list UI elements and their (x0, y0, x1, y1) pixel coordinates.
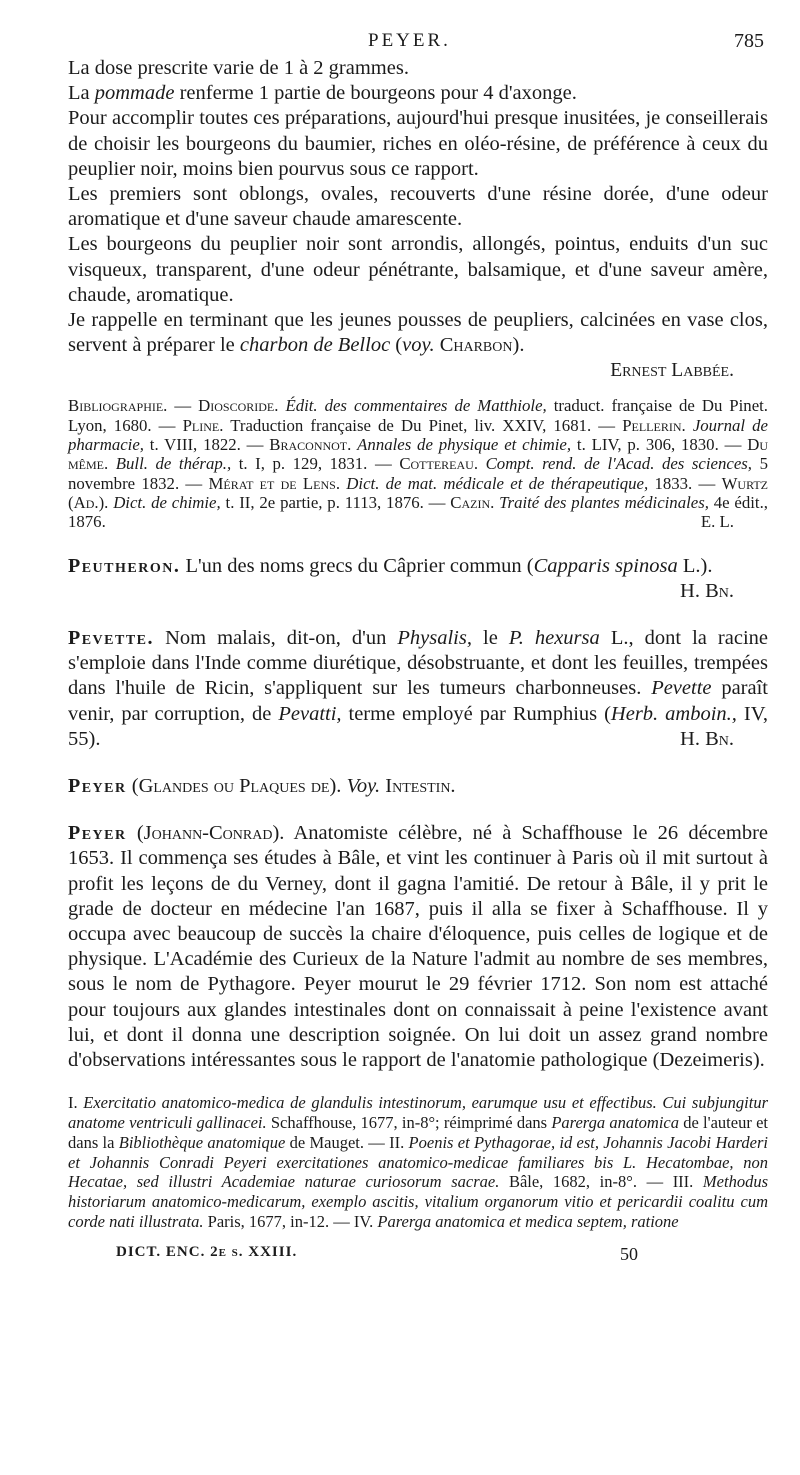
paragraph-dose: La dose prescrite varie de 1 à 2 grammes. (68, 57, 409, 79)
entry-peyer-johann: Peyer (Johann-Conrad). Anatomiste célèbre, né à Schaffhouse le 26 décembre 1653. Il commença ses études à Bâle, et vint les continuer à Paris où il mit surtout à profit les leçons de du Verney, dont il gagna l'amitié. De retour à Bâle, il y prit le grade de docteur en médecine l'an 1687, puis il alla se fixer à Schaffhouse. Il y occupa avec beaucoup de succès la chaire d'éloquence, puis celles de logique et de physique. L'Académie des Curieux de la Nature l'admit au nombre de ses membres, sous le nom de Pythagore. Peyer mourut le 29 février 1712. Son nom est attaché pour toujours aux glandes intestinales dont on connaissait à peine l'existence avant lui, et dont il donna une description soignée. On lui doit un assez grand nombre d'observations intéressantes sous le rapport de l'anatomie pathologique (Dezeimeris). (68, 822, 768, 1071)
signature-hbn-2: H. Bn. (680, 727, 734, 750)
signature-el: E. L. (700, 512, 734, 532)
headword-peyer-glandes: Peyer (68, 774, 127, 797)
page (68, 0, 768, 1276)
cross-ref-charbon: Charbon (439, 334, 513, 357)
entry-peyer-glandes: Peyer (Glandes ou Plaques de). Voy. Intestin. (68, 774, 456, 797)
footnotes-works: I. Exercitatio anatomico-medica de glandulis intestinorum, earumque usu et effectibus. Cui subjungitur anatome ventriculi gallinacei. Schaffhouse, 1677, in-8°; réimprimé dans Parerga anatomica de l'auteur et dans la Bibliothèque anatomique de Mauget. — II. Poenis et Pythagorae, id est, Johannis Jacobi Harderi et Johannis Conradi Peyeri exercitationes anatomico-medicae familiares bis L. Hecatombae, non Hecatae, sed illustri Academiae naturae curiosorum sacrae. Bâle, 1682, in-8°. — III. Methodus historiarum anatomico-medicarum, exemplo ascitis, vitalium organorum vitio et pericardii coalitu cum corde nati illustrata. Paris, 1677, in-12. — IV. Parerga anatomica et medica septem, ratione (68, 1093, 768, 1231)
signature-mark: DICT. ENC. 2e s. XXIII. (116, 1243, 298, 1260)
biblio-label: Bibliographie. (68, 396, 168, 416)
running-header (68, 0, 768, 56)
bibliography: Bibliographie. — Dioscoride. Édit. des commentaires de Matthiole, traduct. française de Du Pinet. Lyon, 1680. — Pline. Traduction française de Du Pinet, liv. XXIV, 1681. — Pellerin. Journal de pharmacie, t. VIII, 1822. — Braconnot. Annales de physique et chimie, t. LIV, p. 306, 1830. — Du même. Bull. de thérap., t. I, p. 129, 1831. — Cottereau. Compt. rend. de l'Acad. des sciences, 5 novembre 1832. — Mérat et de Lens. Dict. de mat. médicale et de thérapeutique, 1833. — Wurtz (Ad.). Dict. de chimie, t. II, 2e partie, p. 1113, 1876. — Cazin. Traité des plantes médicinales, 4e édit., 1876. E. L. (68, 396, 769, 532)
running-title: PEYER. (368, 30, 451, 51)
paragraph-preparations: Pour accomplir toutes ces préparations, aujourd'hui presque inusitées, je conseillerais de choisir les bourgeons du baumier, riches en oléo-résine, de préférence à ceux du peuplier noir, moins bien pourvus sous ce rapport. (68, 107, 768, 180)
signature-hbn-1: H. Bn. (680, 579, 734, 602)
paragraph-bourgeons: Les bourgeons du peuplier noir sont arrondis, allongés, pointus, enduits d'un suc visqueux, transparent, d'une odeur pénétrante, balsamique, et d'une saveur amère, chaude, aromatique. (68, 233, 768, 306)
intro-section (68, 56, 768, 384)
paragraph-premiers: Les premiers sont oblongs, ovales, recouverts d'une résine dorée, d'une odeur aromatique et d'une saveur chaude amarescente. (68, 183, 768, 231)
page-footer (68, 1236, 768, 1276)
paragraph-charbon: Je rappelle en terminant que les jeunes pousses de peupliers, calcinées en vase clos, servent à préparer le charbon de Belloc (voy. Charbon). (68, 309, 768, 357)
signature-labbee: Ernest Labbée. (610, 360, 734, 382)
headword-pevette: Pevette. (68, 626, 155, 649)
italic-pommade: pommade (94, 82, 175, 105)
paragraph-pommade: La pommade renferme 1 partie de bourgeons pour 4 d'axonge. (68, 82, 577, 105)
headword-peyer-johann: Peyer (68, 822, 127, 845)
sheet-number: 50 (620, 1243, 638, 1264)
cross-ref-intestin: Intestin. (380, 774, 456, 797)
page-number: 785 (734, 30, 764, 52)
entry-peutheron: Peutheron. L'un des noms grecs du Câprier commun (Capparis spinosa L.). H. Bn. (68, 554, 768, 604)
entry-pevette: Pevette. Nom malais, dit-on, d'un Physalis, le P. hexursa L., dont la racine s'emploie dans l'Inde comme diurétique, désobstruante, et dont les feuilles, trempées dans l'huile de Ricin, s'appliquent sur les tumeurs charbonneuses. Pevette paraît venir, par corruption, de Pevatti, terme employé par Rumphius (Herb. amboin., IV, 55). H. Bn. (68, 626, 768, 752)
headword-peutheron: Peutheron. (68, 554, 181, 577)
